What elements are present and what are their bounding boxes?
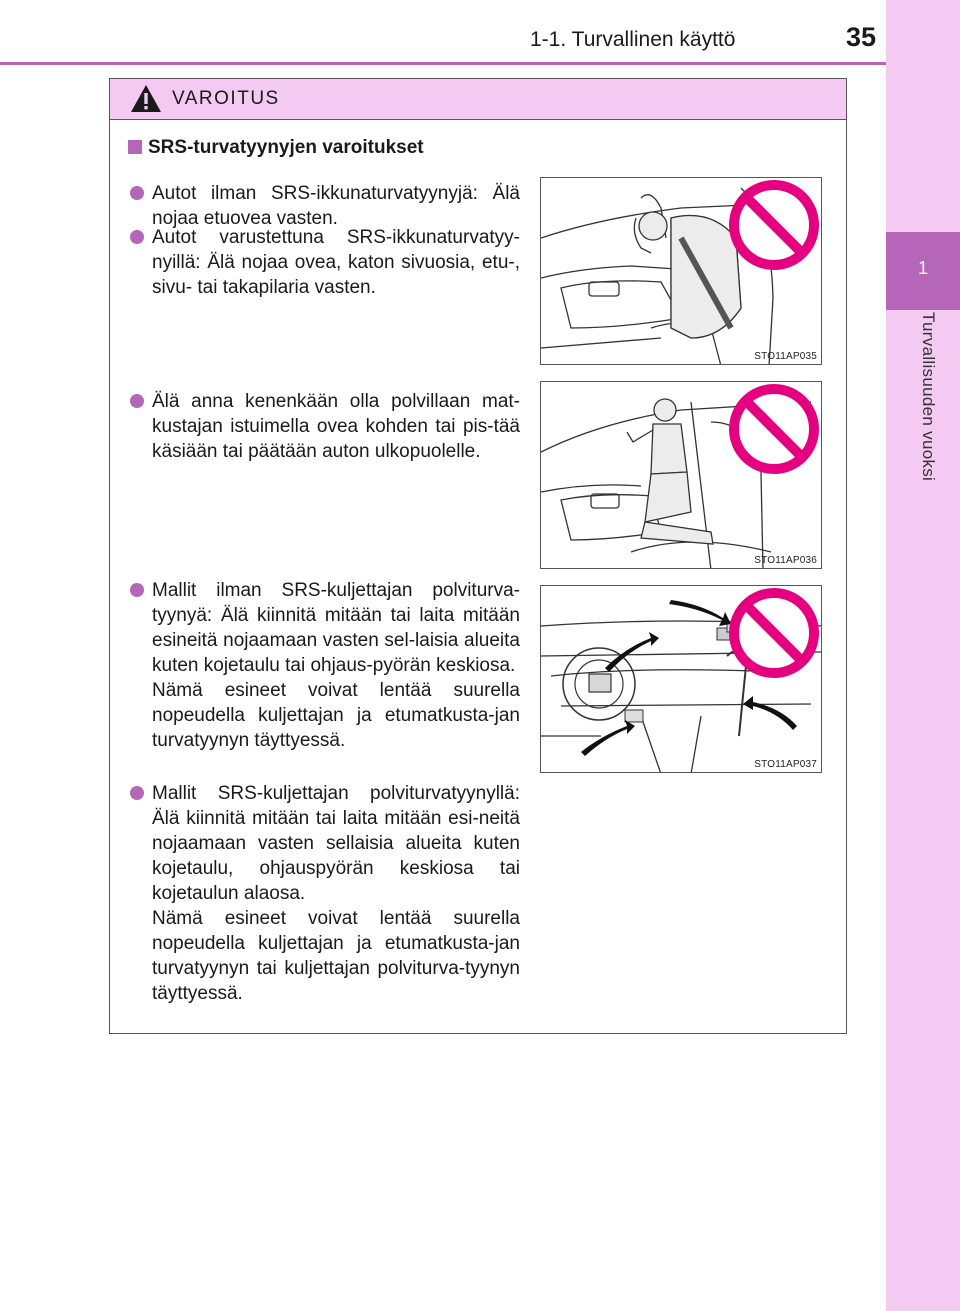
illustration-leaning-on-door [541, 178, 822, 365]
list-item [130, 225, 520, 300]
bullet-icon [130, 186, 144, 200]
list-item [130, 181, 520, 231]
chapter-side-tab [886, 0, 960, 1311]
figure-leaning-on-door [540, 177, 822, 365]
warning-triangle-icon [130, 84, 162, 113]
subheading: SRS-turvatyynyjen varoitukset [128, 137, 424, 159]
figure-dashboard-objects [540, 585, 822, 773]
list-item-text: Älä anna kenenkään olla polvillaan mat-kustajan istuimella ovea kohden tai pis-tää käsiään tai päätään auton ulkopuolelle. [152, 391, 520, 462]
bullet-icon [130, 583, 144, 597]
figure-kneeling-on-seat [540, 381, 822, 569]
list-item-text: Mallit SRS-kuljettajan polviturvatyynyllä: Älä kiinnitä mitään tai laita mitään esi-neitä nojaamaan vasten sellaisia alueita kuten kojetaulu, ohjauspyörän keskiosa tai kojetaulun alaosa. [152, 783, 520, 904]
prohibition-icon [734, 389, 814, 469]
bullet-icon [130, 230, 144, 244]
illustration-kneeling-on-seat [541, 382, 822, 569]
chapter-title: Turvallisuuden vuoksi [919, 312, 938, 482]
page-number: 35 [846, 22, 877, 52]
list-item [130, 389, 520, 464]
figure-code: STO11AP037 [754, 759, 817, 770]
square-bullet-icon [128, 140, 142, 154]
chapter-number: 1 [917, 258, 928, 278]
list-item-text: Autot ilman SRS-ikkunaturvatyynyjä: Älä nojaa etuovea vasten. [152, 183, 520, 229]
figure-code: STO11AP035 [754, 351, 817, 362]
list-item [130, 781, 520, 1006]
bullet-icon [130, 394, 144, 408]
list-item-text: Autot varustettuna SRS-ikkunaturvatyy-nyillä: Älä nojaa ovea, katon sivuosia, etu-, sivu- tai takapilaria vasten. [152, 227, 520, 298]
bullet-icon [130, 786, 144, 800]
list-item-text-continued: Nämä esineet voivat lentää suurella nopeudella kuljettajan ja etumatkusta-jan turvatyynyn täyttyessä. [152, 680, 520, 751]
list-item-text-continued: Nämä esineet voivat lentää suurella nopeudella kuljettajan ja etumatkusta-jan turvatyynyn tai kuljettajan polviturva-tyynyn täyttyessä. [152, 908, 520, 1004]
prohibition-icon [734, 185, 814, 265]
illustration-dashboard-objects [541, 586, 822, 773]
prohibition-icon [734, 593, 814, 673]
header-divider [0, 62, 886, 65]
section-title: 1-1. Turvallinen käyttö [530, 28, 736, 51]
warning-header [110, 79, 846, 120]
list-item-text: Mallit ilman SRS-kuljettajan polviturva-tyynyä: Älä kiinnitä mitään tai laita mitään esineitä nojaamaan vasten sel-laisia alueita kuten kojetaulu tai ohjaus-pyörän keskiosa. [152, 580, 520, 676]
warning-label: VAROITUS [172, 88, 280, 109]
list-item [130, 578, 520, 753]
figure-code: STO11AP036 [754, 555, 817, 566]
